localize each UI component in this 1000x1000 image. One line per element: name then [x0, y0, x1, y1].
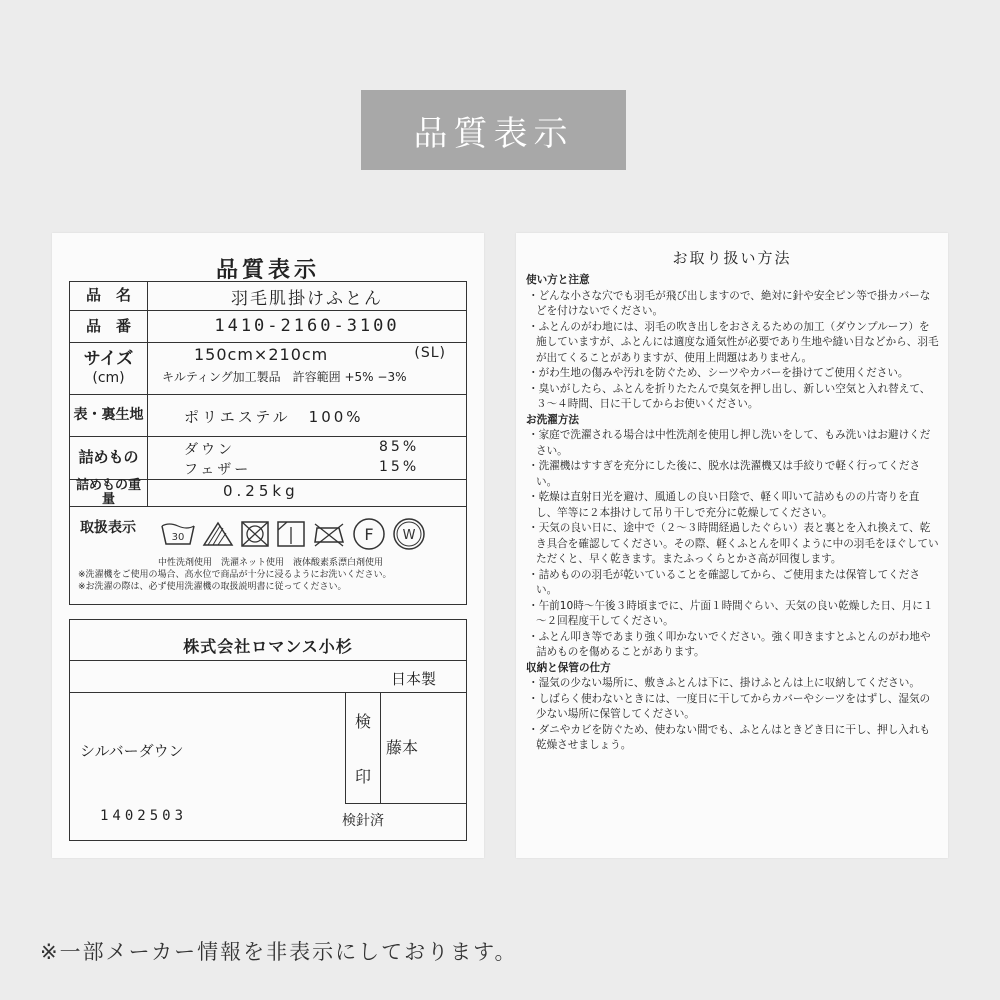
handling-item: ・ふとん叩き等であまり強く叩かないでください。強く叩きますとふとんのがわ地や詰めものを傷めることがあります。: [528, 630, 931, 658]
handling-item: ・どんな小さな穴でも羽毛が飛び出しますので、絶対に針や安全ピン等で掛カバーなどを付けないでください。: [528, 289, 931, 317]
product-line: シルバーダウン: [80, 742, 184, 760]
handling-title: お取り扱い方法: [672, 249, 792, 267]
filling-name: ダウン: [184, 442, 235, 458]
no-tumble-dry-icon: [240, 520, 270, 548]
handling-section-heading: 収納と保管の仕方: [526, 661, 611, 674]
handling-item: ・洗濯機はすすぎを充分にした後に、脱水は洗濯機又は手絞りで軽く行ってください。: [528, 460, 921, 488]
filling-line: [156, 439, 458, 459]
needle-inspected: 検針済: [342, 813, 384, 829]
size-key: [70, 343, 148, 394]
filling-name: フェザー: [184, 462, 252, 478]
dry-clean-f-icon: [352, 517, 386, 551]
care-note: 中性洗剤使用 洗濯ネット使用 液体酸素系漂白剤使用: [158, 558, 384, 568]
footnote: ※一部メーカー情報を非表示にしております。: [40, 940, 518, 964]
filling-values: [148, 437, 466, 479]
care-notes: [70, 557, 466, 593]
handling-item: ・天気の良い日に、途中で（２～３時間経過したぐらい）表と裏とを入れ換えて、乾き具合を確認してください。その際、軽くふとんを叩くように中の羽毛をほぐしていただくと、早く乾きます。またふっくらとかさ高が回復します。: [528, 522, 939, 565]
inspection-key: [346, 693, 381, 803]
handling-item: ・ダニやカビを防ぐため、使わない間でも、ふとんはときどき日に干し、押し入れも乾燥させましょう。: [528, 723, 931, 751]
wash-tub-label: 30: [171, 532, 185, 543]
handling-item: ・湿気の少ない場所に、敷きふとんは下に、掛けふとんは上に収納してください。: [528, 677, 920, 689]
divider: [70, 660, 466, 661]
filling-weight-value: 0.25kg: [223, 482, 299, 500]
size-key-label: サイズ: [83, 348, 134, 369]
handling-item: ・家庭で洗濯される場合は中性洗剤を使用し押し洗いをして、もみ洗いはお避けください。: [528, 429, 931, 457]
quality-label: [52, 233, 484, 858]
no-iron-icon: [312, 520, 346, 548]
row-product-number: [70, 311, 466, 343]
product-number-value: 1410-2160-3100: [214, 316, 400, 336]
handling-item: ・しばらく使わないときには、一度日に干してからカバーやシーツをはずし、湿気の少ない場所に保管してください。: [528, 692, 931, 720]
quality-table: [69, 281, 467, 605]
filling-key: 詰めもの: [70, 437, 148, 479]
fabric-value: ポリエステル 100%: [184, 408, 364, 426]
company-name: 株式会社ロマンス小杉: [183, 637, 353, 656]
row-product-name: [70, 282, 466, 311]
filling-weight-key: 詰めもの重量: [70, 480, 148, 506]
row-filling-weight: [70, 480, 466, 507]
size-tolerance-note: キルティング加工製品 許容範囲 +5% −3%: [162, 370, 407, 384]
made-in: 日本製: [390, 670, 436, 688]
maker-table: [69, 619, 467, 841]
handling-label: [516, 233, 948, 858]
wet-clean-label: W: [402, 528, 416, 543]
care-note: ※洗濯機をご使用の場合、高水位で商品が十分に浸るようにお洗いください。: [78, 570, 392, 581]
fabric-key: 表・裏生地: [70, 395, 148, 436]
care-note: ※お洗濯の際は、必ず使用洗濯機の取扱説明書に従ってください。: [78, 582, 347, 593]
handling-item: ・詰めものの羽毛が乾いていることを確認してから、ご使用または保管してください。: [528, 568, 920, 596]
handling-item: ・ふとんのがわ地には、羽毛の吹き出しをおさえるための加工（ダウンプルーフ）を施していますが、ふとんには適度な通気性が必要であり生地や縫い目などから、羽毛が出てくることがありますが、使用上問題はありません。: [528, 320, 939, 364]
filling-percent: 85%: [379, 439, 420, 455]
care-key: 取扱表示: [80, 520, 136, 536]
row-filling: [70, 437, 466, 480]
inspection-key-char: 検: [354, 712, 371, 731]
size-value-cell: [148, 343, 466, 394]
bleach-triangle-icon: [202, 520, 234, 548]
wet-clean-w-icon: [392, 517, 426, 551]
handling-section-heading: お洗濯方法: [526, 413, 579, 426]
row-fabric: [70, 395, 466, 437]
size-class: (SL): [414, 345, 446, 361]
handling-section-heading: 使い方と注意: [526, 274, 590, 286]
inspector-name: 藤本: [386, 738, 419, 757]
handling-item: ・午前10時～午後３時頃までに、片面１時間ぐらい、天気の良い乾燥した日、月に１～２回程度干してください。: [528, 599, 934, 627]
handling-item: ・臭いがしたら、ふとんを折りたたんで臭気を押し出し、新しい空気と入れ替えて、３～４時間、日に干してからお使いください。: [528, 382, 931, 410]
filling-line: [156, 459, 458, 479]
row-size: [70, 343, 466, 395]
care-symbols: [160, 507, 426, 557]
product-name-key: 品 名: [70, 282, 148, 310]
product-number-key: 品 番: [70, 311, 148, 342]
inspection-stamp-box: [345, 693, 467, 804]
wash-tub-30-icon: [160, 520, 196, 548]
line-dry-icon: [276, 520, 306, 548]
handling-item: ・がわ生地の傷みや汚れを防ぐため、シーツやカバーを掛けてご使用ください。: [528, 367, 909, 379]
row-care: [70, 507, 466, 604]
filling-percent: 15%: [379, 459, 420, 475]
lot-number: 1402503: [100, 808, 188, 824]
size-key-unit: (cm): [92, 369, 125, 386]
quality-label-title: 品質表示: [215, 258, 320, 283]
dry-clean-label: F: [364, 525, 374, 544]
product-name-value: 羽毛肌掛けふとん: [231, 289, 383, 309]
size-value: 150cm×210cm: [194, 345, 329, 364]
handling-item: ・乾燥は直射日光を避け、風通しの良い日陰で、軽く叩いて詰めものの片寄りを直し、竿等に２本掛けして吊り干しで充分に乾燥してください。: [528, 491, 920, 519]
inspection-key-char: 印: [354, 767, 371, 786]
handling-instructions: [526, 273, 940, 754]
page-banner: 品質表示: [361, 90, 626, 170]
